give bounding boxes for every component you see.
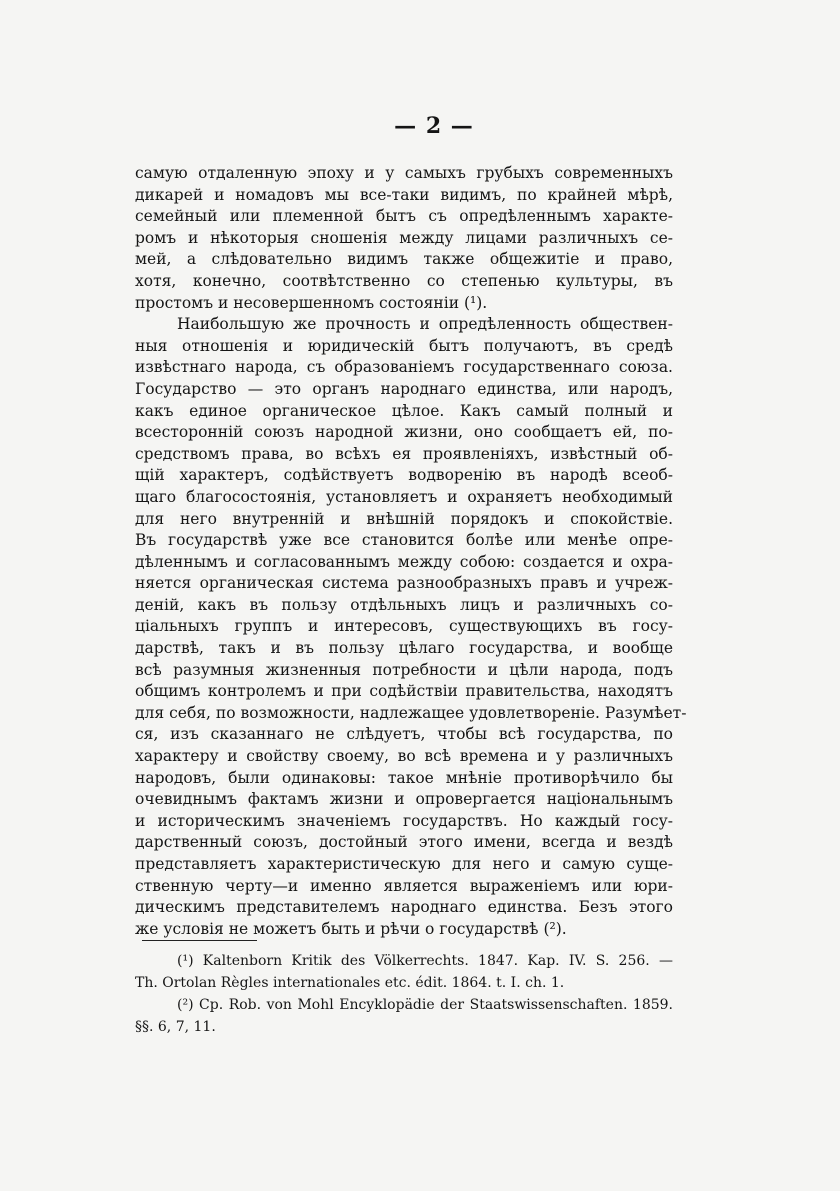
text-line: ромъ и нѣкоторыя сношенія между лицами различныхъ се-: [135, 228, 673, 247]
text-line: народовъ, были одинаковы: такое мнѣніе противорѣчило бы: [135, 768, 673, 787]
text-line: дическимъ представителемъ народнаго единства. Безъ этого: [135, 898, 673, 917]
text-line: ціальныхъ группъ и интересовъ, существующихъ въ госу-: [135, 617, 673, 636]
text-line: ныя отношенія и юридическій бытъ получаютъ, въ средѣ: [135, 336, 673, 355]
text-line: средствомъ права, во всѣхъ ея проявленіяхъ, извѣстный об-: [135, 444, 673, 463]
text-line: ся, изъ сказаннаго не слѣдуетъ, чтобы всѣ государства, по: [135, 725, 673, 744]
footnote-line: §§. 6, 7, 11.: [135, 1019, 216, 1035]
text-line: щій характеръ, содѣйствуетъ водворенію въ народѣ всеоб-: [135, 466, 673, 485]
text-line: мей, а слѣдовательно видимъ также общежитіе и право,: [135, 250, 673, 269]
text-line: семейный или племенной бытъ съ опредѣленнымъ характе-: [135, 207, 673, 226]
text-line: для него внутренній и внѣшній порядокъ и спокойствіе.: [135, 509, 673, 528]
text-line: всесторонній союзъ народной жизни, оно сообщаетъ ей, по-: [135, 423, 673, 442]
text-line: щаго благосостоянія, установляетъ и охраняетъ необходимый: [135, 487, 673, 506]
text-line: Государство — это органъ народнаго единства, или народъ,: [135, 379, 673, 398]
text-line: няется органическая система разнообразныхъ правъ и учреж-: [135, 574, 673, 593]
text-line: всѣ разумныя жизненныя потребности и цѣли народа, подъ: [135, 660, 673, 679]
text-line: для себя, по возможности, надлежащее удовлетвореніе. Разумѣет-: [135, 703, 687, 722]
text-line: представляетъ характеристическую для него и самую суще-: [135, 855, 673, 873]
text-line: ственную черту—и именно является выраженіемъ или юри-: [135, 876, 673, 895]
footnote-line: (¹) Kaltenborn Kritik des Völkerrechts. 1847. Kap. IV. S. 256. —: [177, 953, 673, 969]
text-line: деній, какъ въ пользу отдѣльныхъ лицъ и различныхъ со-: [135, 595, 673, 614]
text-line: какъ единое органическое цѣлое. Какъ самый полный и: [135, 401, 673, 420]
text-line: хотя, конечно, соотвѣтственно со степенью культуры, въ: [135, 271, 673, 290]
text-line: простомъ и несовершенномъ состояніи (¹).: [135, 293, 488, 312]
text-line: извѣстнаго народа, съ образованіемъ государственнаго союза.: [135, 358, 673, 377]
text-line: Въ государствѣ уже все становится болѣе или менѣе опре-: [135, 531, 673, 550]
text-line: самую отдаленную эпоху и у самыхъ грубыхъ современныхъ: [135, 164, 673, 182]
page-number: — 2 —: [394, 113, 474, 139]
footnote-line: (²) Cp. Rob. von Mohl Encyklopädie der Staatswissenschaften. 1859.: [177, 997, 673, 1013]
text-line: и историческимъ значеніемъ государствъ. Но каждый госу-: [135, 811, 673, 830]
paragraph-start-line: Наибольшую же прочность и опредѣленность обществен-: [177, 315, 673, 334]
text-line: дикарей и номадовъ мы все-таки видимъ, по крайней мѣрѣ,: [135, 185, 673, 204]
footnote-separator: [142, 940, 257, 941]
text-line: общимъ контролемъ и при содѣйствіи правительства, находятъ: [135, 682, 673, 701]
text-line: же условія не можетъ быть и рѣчи о государствѣ (²).: [135, 919, 567, 938]
footnotes: [135, 950, 673, 1038]
text-line: характеру и свойству своему, во всѣ времена и у различныхъ: [135, 747, 673, 766]
text-line: очевиднымъ фактамъ жизни и опровергается національнымъ: [135, 790, 673, 809]
text-line: дарственный союзъ, достойный этого имени, всегда и вездѣ: [135, 833, 673, 852]
main-text: [135, 163, 687, 940]
text-line: дѣленнымъ и согласованнымъ между собою: создается и охра-: [135, 552, 673, 571]
text-line: дарствѣ, такъ и въ пользу цѣлаго государства, и вообще: [135, 639, 673, 658]
footnote-line: Th. Ortolan Règles internationales etc. édit. 1864. t. I. ch. 1.: [135, 975, 565, 991]
